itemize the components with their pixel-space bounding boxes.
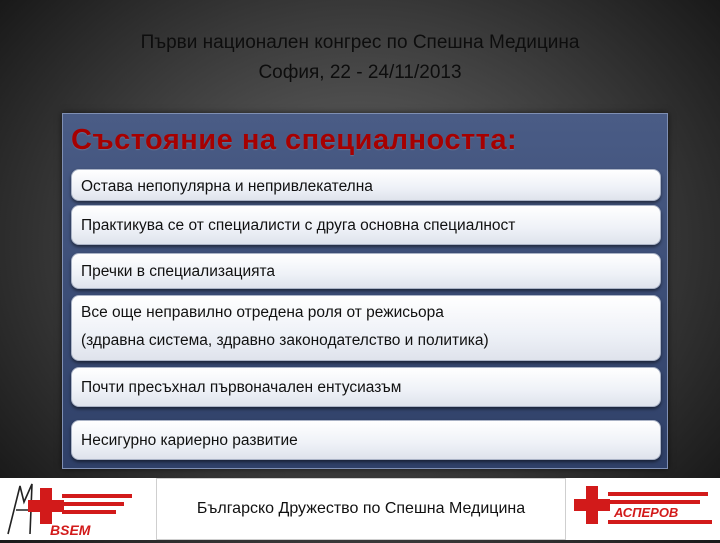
list-item (71, 169, 661, 201)
asperov-logo (572, 484, 718, 536)
list-item (71, 253, 661, 289)
slide-header (0, 28, 720, 88)
congress-title: Първи национален конгрес по Спешна Медицина (140, 32, 580, 53)
footer-bar (0, 478, 720, 540)
list-item-text: Все още неправилно отредена роля от режисьора (81, 304, 444, 321)
bsem-logo-text: BSEM (50, 522, 91, 538)
bsem-logo (2, 480, 152, 538)
list-item-text: Практикува се от специалисти с друга основна специалност (81, 217, 516, 234)
list-item (71, 420, 661, 460)
congress-date: София, 22 - 24/11/2013 (258, 62, 462, 83)
list-item-text: Несигурно кариерно развитие (81, 432, 298, 449)
society-name: Българско Дружество по Спешна Медицина (156, 478, 566, 540)
list-item-text: Остава непопулярна и непривлекателна (81, 178, 373, 195)
panel-title: Състояние на специалността: (71, 124, 518, 156)
asperov-logo-text: АСПЕРОВ (614, 505, 679, 520)
list-item (71, 205, 661, 245)
list-item (71, 295, 661, 361)
content-panel (62, 113, 668, 469)
list-item (71, 367, 661, 407)
list-item-text: Почти пресъхнал първоначален ентусиазъм (81, 379, 402, 396)
list-item-text: Пречки в специализацията (81, 263, 276, 280)
list-item-text: (здравна система, здравно законодателство и политика) (81, 332, 489, 349)
